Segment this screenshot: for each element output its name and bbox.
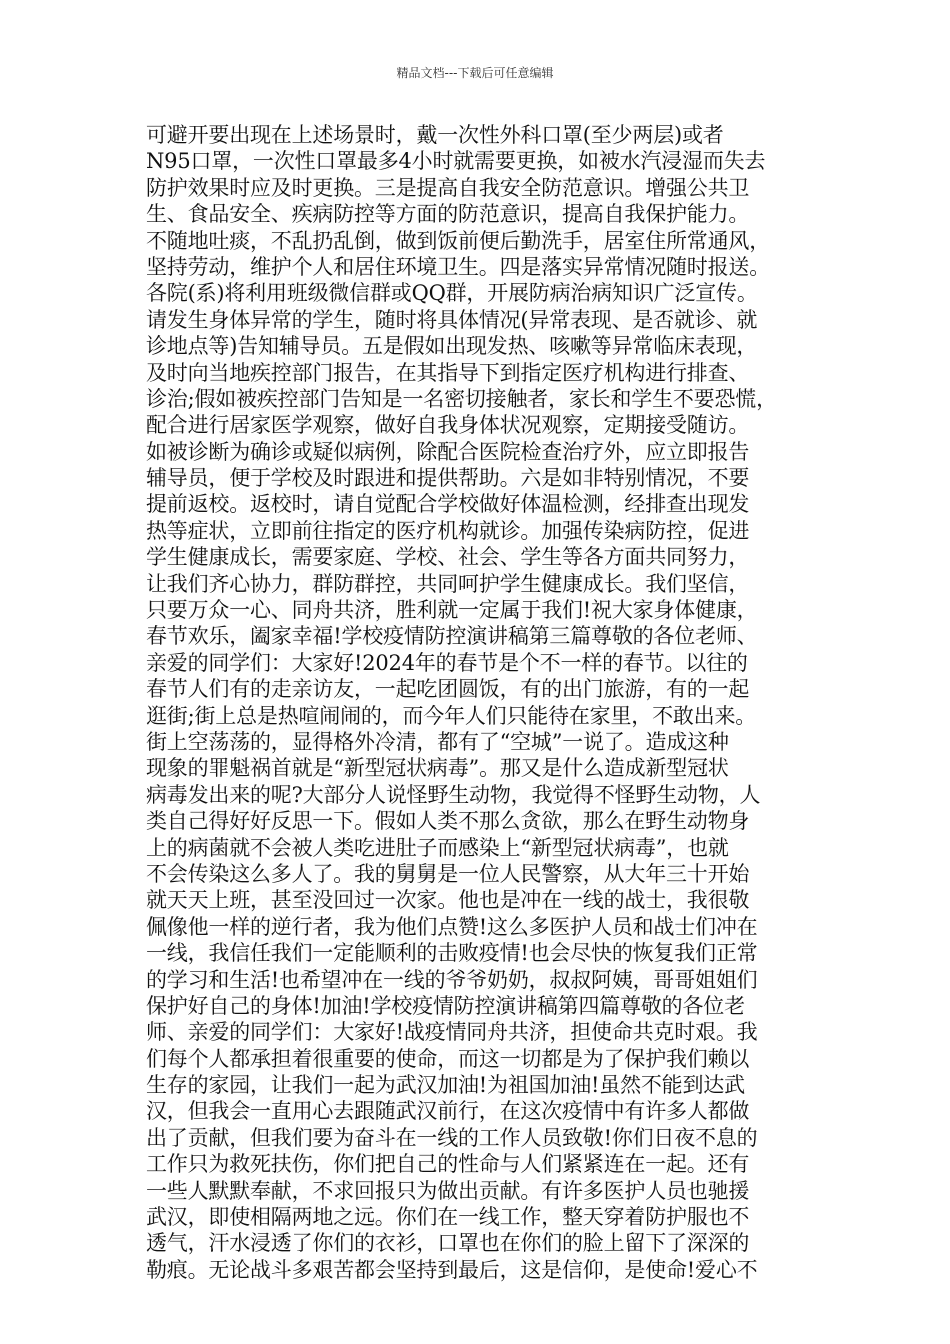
text-line: 病毒发出来的呢?大部分人说怪野生动物，我觉得不怪野生动物，人: [146, 782, 761, 807]
text-line: 如被诊断为确诊或疑似病例，除配合医院检查治疗外，应立即报告: [146, 439, 750, 464]
text-line: 就天天上班，甚至没回过一次家。他也是冲在一线的战士，我很敬: [146, 888, 750, 913]
text-line: 及时向当地疾控部门报告，在其指导下到指定医疗机构进行排查、: [146, 360, 750, 385]
text-line: N95口罩，一次性口罩最多4小时就需要更换，如被水汽浸湿而失去: [146, 149, 766, 174]
text-line: 透气，汗水浸透了你们的衣衫，口罩也在你们的脸上留下了深深的: [146, 1231, 750, 1256]
text-line: 请发生身体异常的学生，随时将具体情况(异常表现、是否就诊、就: [146, 307, 758, 332]
text-line: 佩像他一样的逆行者，我为他们点赞!这么多医护人员和战士们冲在: [146, 914, 758, 939]
text-line: 现象的罪魁祸首就是“新型冠状病毒”。那又是什么造成新型冠状: [146, 756, 729, 781]
text-line: 春节欢乐，阖家幸福!学校疫情防控演讲稿第三篇尊敬的各位老师、: [146, 624, 758, 649]
text-line: 只要万众一心、同舟共济，胜利就一定属于我们!祝大家身体健康，: [146, 598, 758, 623]
text-line: 街上空荡荡的，显得格外冷清，都有了“空城”一说了。造成这种: [146, 729, 729, 754]
text-line: 武汉，即使相隔两地之远。你们在一线工作，整天穿着防护服也不: [146, 1205, 750, 1230]
document-body: [146, 122, 812, 1283]
text-line: 工作只为救死扶伤，你们把自己的性命与人们紧紧连在一起。还有: [146, 1152, 750, 1177]
text-line: 学生健康成长，需要家庭、学校、社会、学生等各方面共同努力，: [146, 545, 750, 570]
text-line: 亲爱的同学们：大家好!2024年的春节是个不一样的春节。以往的: [146, 650, 748, 675]
text-line: 一些人默默奉献，不求回报只为做出贡献。有许多医护人员也驰援: [146, 1178, 750, 1203]
text-line: 春节人们有的走亲访友，一起吃团圆饭，有的出门旅游，有的一起: [146, 677, 750, 702]
text-line: 逛街;街上总是热喧闹闹的，而今年人们只能待在家里，不敢出来。: [146, 703, 757, 728]
text-line: 们每个人都承担着很重要的使命，而这一切都是为了保护我们赖以: [146, 1046, 750, 1071]
text-line: 诊治;假如被疾控部门告知是一名密切接触者，家长和学生不要恐慌，: [146, 386, 777, 411]
text-line: 的学习和生活!也希望冲在一线的爷爷奶奶，叔叔阿姨，哥哥姐姐们: [146, 967, 758, 992]
text-line: 不会传染这么多人了。我的舅舅是一位人民警察，从大年三十开始: [146, 861, 750, 886]
text-line: 防护效果时应及时更换。三是提高自我安全防范意识。增强公共卫: [146, 175, 750, 200]
text-line: 配合进行居家医学观察，做好自我身体状况观察，定期接受随访。: [146, 413, 750, 438]
text-line: 一线，我信任我们一定能顺利的击败疫情!也会尽快的恢复我们正常: [146, 941, 758, 966]
text-line: 出了贡献，但我们要为奋斗在一线的工作人员致敬!你们日夜不息的: [146, 1125, 758, 1150]
text-line: 热等症状，立即前往指定的医疗机构就诊。加强传染病防控，促进: [146, 518, 750, 543]
text-line: 各院(系)将利用班级微信群或QQ群，开展防病治病知识广泛宣传。: [146, 281, 758, 306]
text-line: 勒痕。无论战斗多艰苦都会坚持到最后，这是信仰，是使命!爱心不: [146, 1257, 758, 1282]
text-line: 汉，但我会一直用心去跟随武汉前行，在这次疫情中有许多人都做: [146, 1099, 750, 1124]
text-line: 生存的家园，让我们一起为武汉加油!为祖国加油!虽然不能到达武: [146, 1073, 745, 1098]
text-line: 让我们齐心协力，群防群控，共同呵护学生健康成长。我们坚信，: [146, 571, 750, 596]
text-line: 生、食品安全、疾病防控等方面的防范意识，提高自我保护能力。: [146, 202, 750, 227]
page-header: 精品文档---下载后可任意编辑: [396, 66, 554, 80]
text-line: 不随地吐痰，不乱扔乱倒，做到饭前便后勤洗手，居室住所常通风，: [146, 228, 770, 253]
text-line: 提前返校。返校时，请自觉配合学校做好体温检测，经排查出现发: [146, 492, 750, 517]
text-line: 辅导员，便于学校及时跟进和提供帮助。六是如非特别情况，不要: [146, 466, 750, 491]
text-line: 师、亲爱的同学们：大家好!战疫情同舟共济，担使命共克时艰。我: [146, 1020, 758, 1045]
text-line: 保护好自己的身体!加油!学校疫情防控演讲稿第四篇尊敬的各位老: [146, 993, 745, 1018]
text-line: 可避开要出现在上述场景时，戴一次性外科口罩(至少两层)或者: [146, 123, 724, 147]
text-line: 类自己得好好反思一下。假如人类不那么贪欲，那么在野生动物身: [146, 809, 750, 834]
text-line: 上的病菌就不会被人类吃进肚子而感染上“新型冠状病毒”，也就: [146, 835, 729, 860]
text-line: 坚持劳动，维护个人和居住环境卫生。四是落实异常情况随时报送。: [146, 254, 770, 279]
text-line: 诊地点等)告知辅导员。五是假如出现发热、咳嗽等异常临床表现，: [146, 334, 758, 359]
